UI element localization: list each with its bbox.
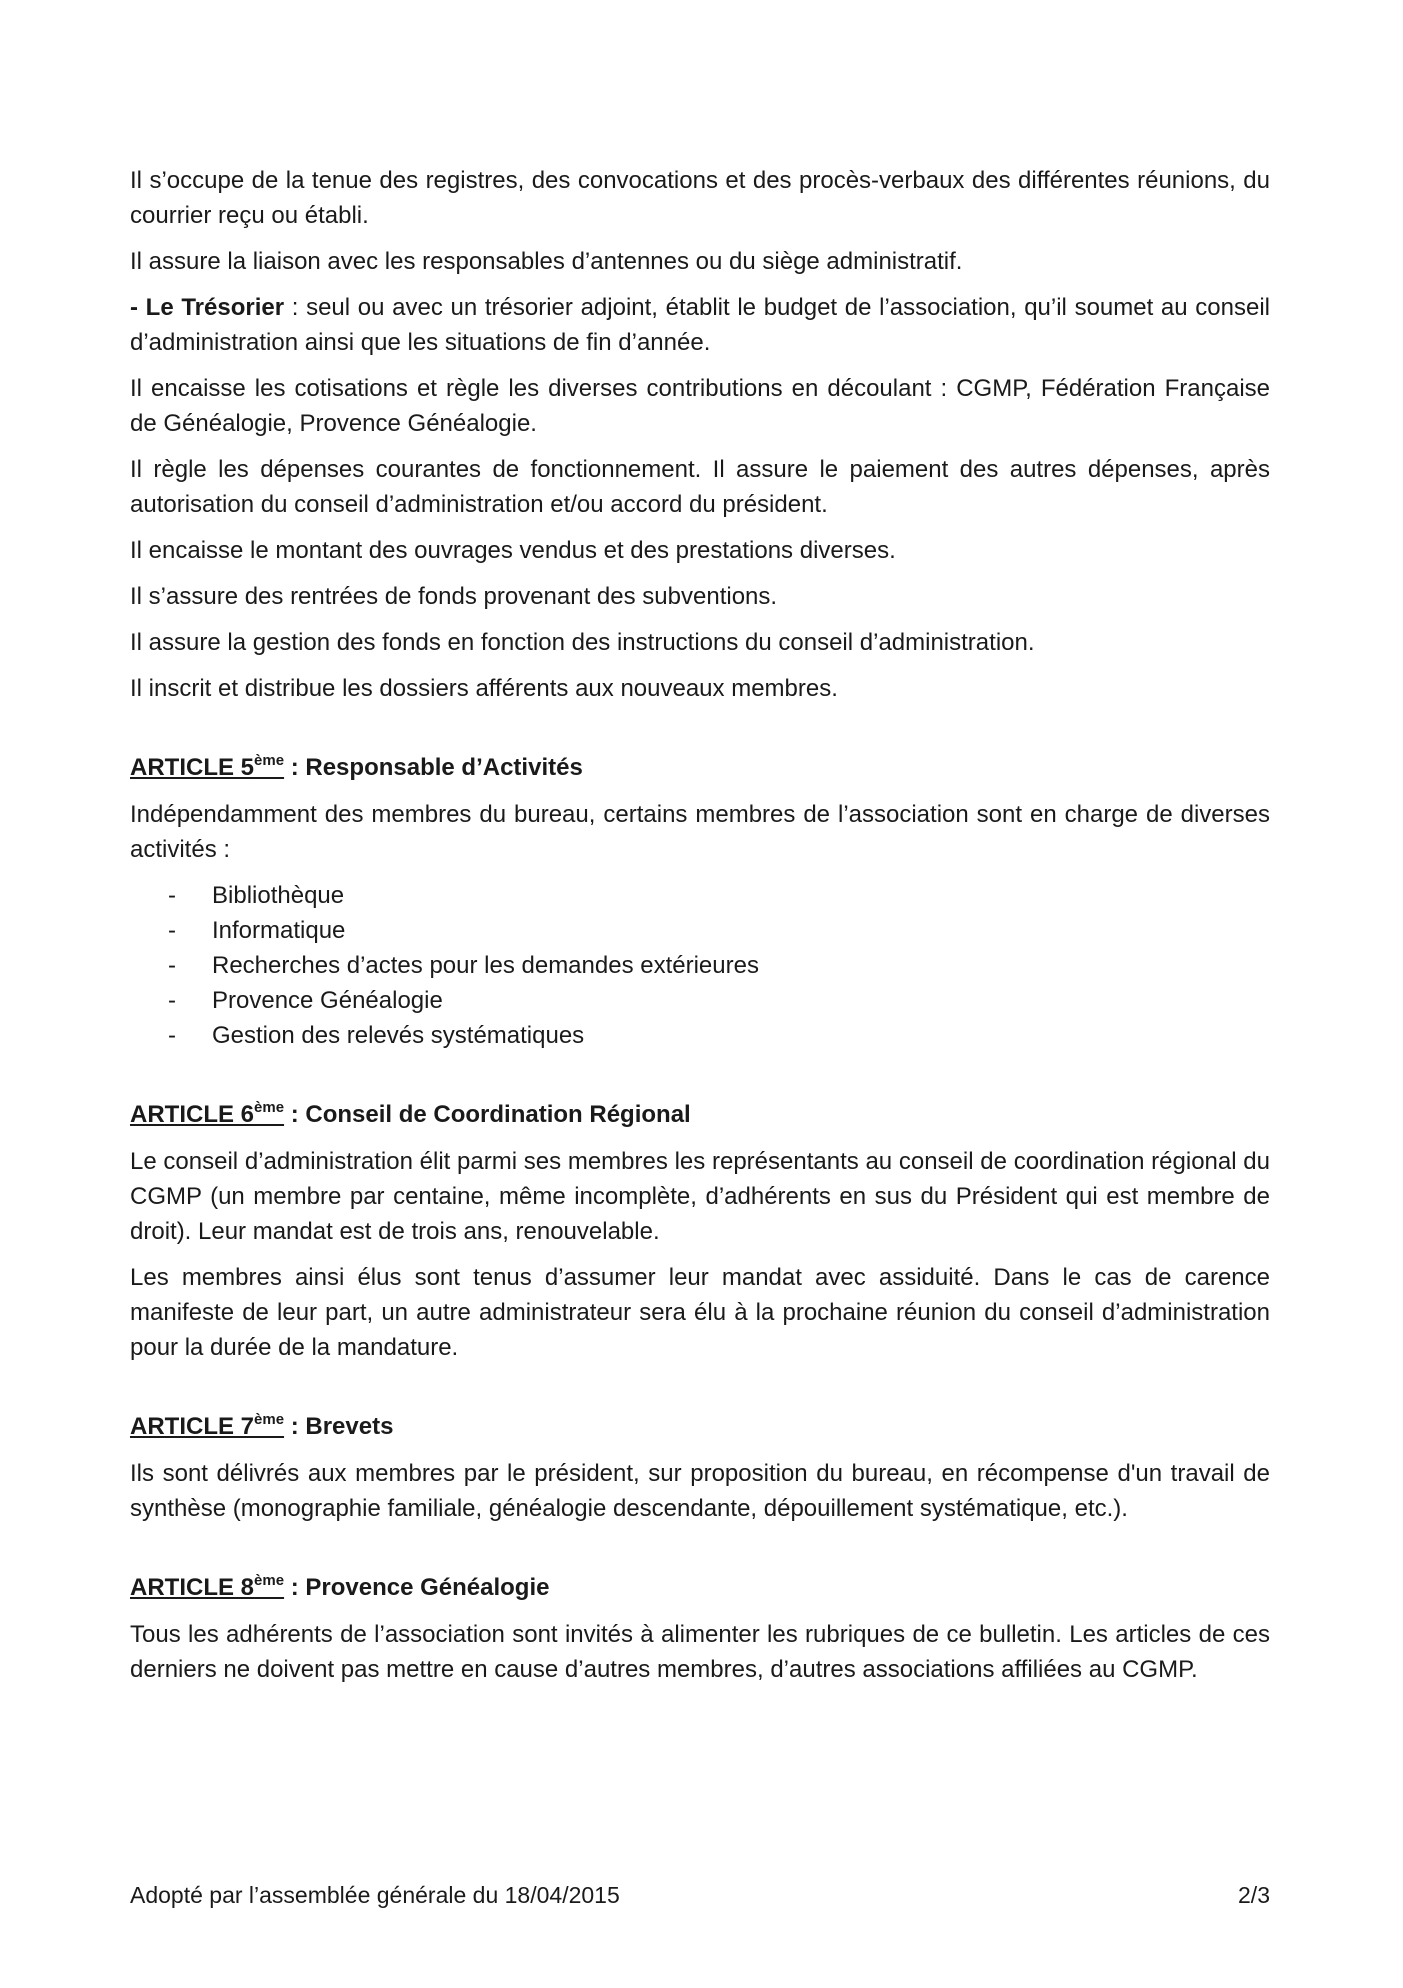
- article-8-heading: [130, 1570, 1270, 1605]
- list-item: [130, 878, 1270, 913]
- article-5-sup: ème: [254, 752, 285, 769]
- dash-bullet: -: [168, 917, 176, 944]
- list-item-label: Provence Généalogie: [212, 987, 443, 1014]
- list-item-label: Informatique: [212, 917, 346, 944]
- article-8-sup: ème: [254, 1572, 285, 1589]
- article-7-ref: [130, 1413, 284, 1440]
- activities-list: [130, 878, 1270, 1053]
- article-7-heading: [130, 1409, 1270, 1444]
- article-8-ref: [130, 1574, 284, 1601]
- paragraph-ouvrages: Il encaisse le montant des ouvrages vendus et des prestations diverses.: [130, 537, 896, 564]
- article-6-paragraph-2: Les membres ainsi élus sont tenus d’assumer leur mandat avec assiduité. Dans le cas de carence manifeste de leur part, un autre administrateur sera élu à la prochaine réunion du conseil d’administration pour la durée de la mandature.: [130, 1264, 1270, 1361]
- adoption-note: Adopté par l’assemblée générale du 18/04/2015: [130, 1882, 620, 1908]
- dash-bullet: -: [168, 987, 176, 1014]
- article-6-heading: [130, 1097, 1270, 1132]
- paragraph-secretaire-liaison: Il assure la liaison avec les responsables d’antennes ou du siège administratif.: [130, 248, 963, 275]
- paragraph-secretaire-registres: Il s’occupe de la tenue des registres, des convocations et des procès-verbaux des différentes réunions, du courrier reçu ou établi.: [130, 167, 1270, 229]
- article-5-paragraph: Indépendamment des membres du bureau, certains membres de l’association sont en charge de diverses activités :: [130, 801, 1270, 863]
- article-6-sup: ème: [254, 1099, 285, 1116]
- list-item-label: Gestion des relevés systématiques: [212, 1022, 585, 1049]
- article-8-paragraph: Tous les adhérents de l’association sont invités à alimenter les rubriques de ce bulletin. Les articles de ces derniers ne doivent pas mettre en cause d’autres membres, d’autres associations affiliées au CGMP.: [130, 1621, 1270, 1683]
- list-item: [130, 983, 1270, 1018]
- article-8-number: ARTICLE 8: [130, 1574, 255, 1601]
- paragraph-depenses: Il règle les dépenses courantes de fonctionnement. Il assure le paiement des autres dépenses, après autorisation du conseil d’administration et/ou accord du président.: [130, 456, 1270, 518]
- list-item: [130, 913, 1270, 948]
- tresorier-text: : seul ou avec un trésorier adjoint, établit le budget de l’association, qu’il soumet au conseil d’administration ainsi que les situations de fin d’année.: [130, 294, 1271, 356]
- paragraph-dossiers: Il inscrit et distribue les dossiers afférents aux nouveaux membres.: [130, 675, 838, 702]
- paragraph-cotisations: Il encaisse les cotisations et règle les diverses contributions en découlant : CGMP, Fédération Française de Généalogie, Provence Généalogie.: [130, 375, 1270, 437]
- article-5-ref: [130, 754, 284, 781]
- article-7-paragraph: Ils sont délivrés aux membres par le président, sur proposition du bureau, en récompense d'un travail de synthèse (monographie familiale, généalogie descendante, dépouillement systématique, etc.).: [130, 1460, 1270, 1522]
- tresorier-label: - Le Trésorier: [130, 294, 285, 321]
- article-5-title: : Responsable d’Activités: [284, 754, 583, 781]
- article-5-number: ARTICLE 5: [130, 754, 255, 781]
- paragraph-subventions: Il s’assure des rentrées de fonds provenant des subventions.: [130, 583, 778, 610]
- article-6-number: ARTICLE 6: [130, 1101, 255, 1128]
- article-8-title: : Provence Généalogie: [284, 1574, 550, 1601]
- dash-bullet: -: [168, 1022, 176, 1049]
- article-6-title: : Conseil de Coordination Régional: [284, 1101, 691, 1128]
- dash-bullet: -: [168, 952, 176, 979]
- page-number: 2/3: [1238, 1882, 1270, 1908]
- dash-bullet: -: [168, 882, 176, 909]
- document-body: [130, 163, 1270, 1698]
- article-5-heading: [130, 750, 1270, 785]
- list-item-label: Recherches d’actes pour les demandes extérieures: [212, 952, 759, 979]
- list-item-label: Bibliothèque: [212, 882, 345, 909]
- paragraph-gestion-fonds: Il assure la gestion des fonds en fonction des instructions du conseil d’administration.: [130, 629, 1035, 656]
- article-7-number: ARTICLE 7: [130, 1413, 255, 1440]
- article-6-ref: [130, 1101, 284, 1128]
- article-7-title: : Brevets: [284, 1413, 394, 1440]
- article-7-sup: ème: [254, 1411, 285, 1428]
- article-6-paragraph-1: Le conseil d’administration élit parmi ses membres les représentants au conseil de coordination régional du CGMP (un membre par centaine, même incomplète, d’adhérents en sus du Président qui est membre de droit). Leur mandat est de trois ans, renouvelable.: [130, 1148, 1270, 1245]
- list-item: [130, 1018, 1270, 1053]
- paragraph-tresorier: [130, 290, 1270, 360]
- list-item: [130, 948, 1270, 983]
